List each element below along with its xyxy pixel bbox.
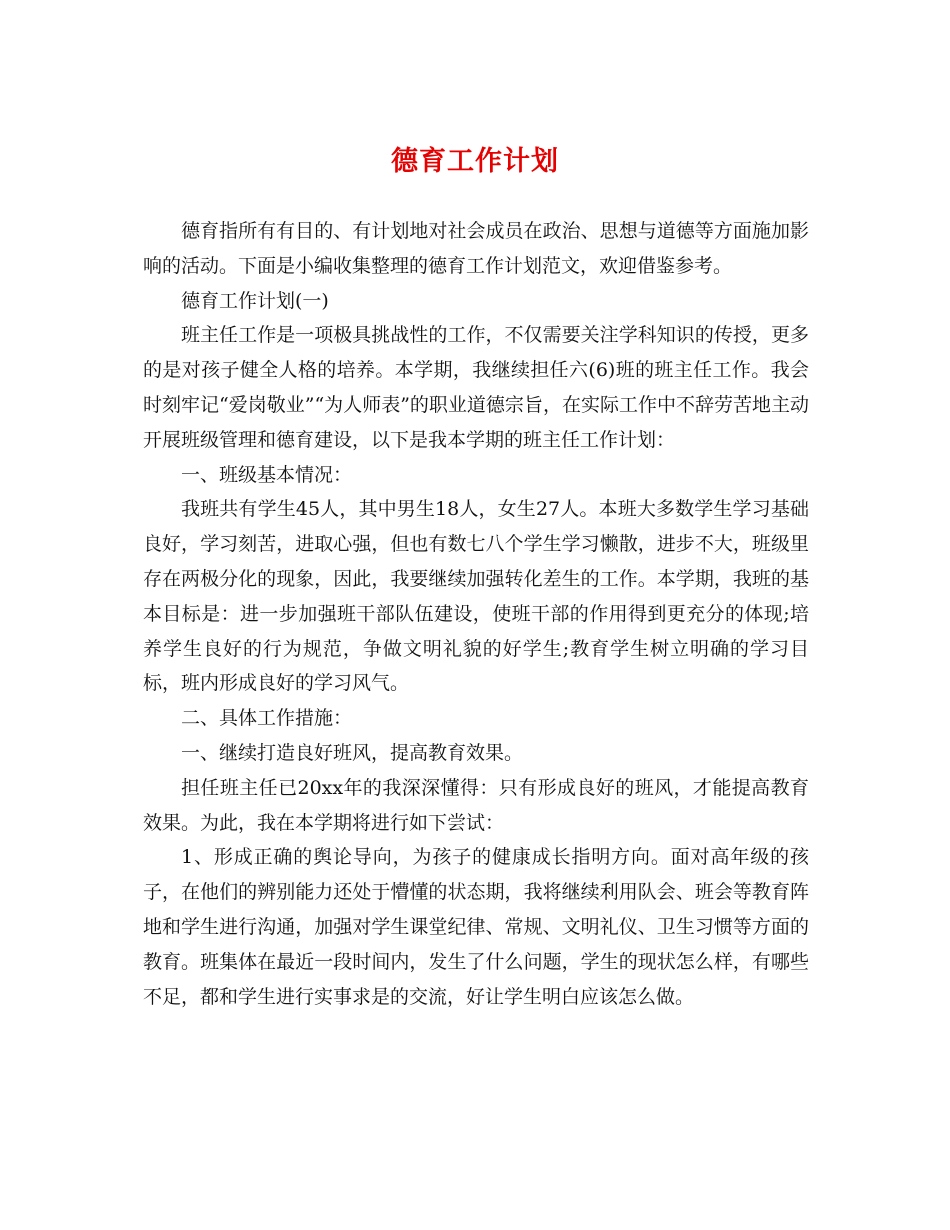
- paragraph-intro: 德育指所有有目的、有计划地对社会成员在政治、思想与道德等方面施加影响的活动。下面是小编收集整理的德育工作计划范文，欢迎借鉴参考。: [143, 220, 809, 277]
- paragraph-class-basics: 我班共有学生45人，其中男生18人，女生27人。本班大多数学生学习基础良好，学习刻苦，进取心强，但也有数七八个学生学习懒散，进步不大，班级里存在两极分化的现象，因此，我要继续加强转化差生的工作。本学期，我班的基本目标是：进一步加强班干部队伍建设，使班干部的作用得到更充分的体现;培养学生良好的行为规范，争做文明礼貌的好学生;教育学生树立明确的学习目标，班内形成良好的学习风气。: [143, 498, 809, 695]
- document-body: [143, 214, 809, 1014]
- paragraph-class-style: 担任班主任已20xx年的我深深懂得：只有形成良好的班风，才能提高教育效果。为此，我在本学期将进行如下尝试：: [143, 776, 809, 834]
- section-heading-class-basics: 一、班级基本情况：: [181, 463, 353, 486]
- paragraph-teacher-role: 班主任工作是一项极具挑战性的工作，不仅需要关注学科知识的传授，更多的是对孩子健全人格的培养。本学期，我继续担任六(6)班的班主任工作。我会时刻牢记“爱岗敬业”“为人师表”的职业道德宗旨，在实际工作中不辞劳苦地主动开展班级管理和德育建设，以下是我本学期的班主任工作计划：: [143, 324, 809, 451]
- section-heading-plan-1: 德育工作计划(一): [181, 289, 329, 312]
- section-heading-measures: 二、具体工作措施：: [181, 707, 353, 730]
- document-title: 德育工作计划: [391, 146, 559, 177]
- paragraph-public-opinion: 1、形成正确的舆论导向，为孩子的健康成长指明方向。面对高年级的孩子，在他们的辨别能力还处于懵懂的状态期，我将继续利用队会、班会等教育阵地和学生进行沟通，加强对学生课堂纪律、常规、文明礼仪、卫生习惯等方面的教育。班集体在最近一段时间内，发生了什么问题，学生的现状怎么样，有哪些不足，都和学生进行实事求是的交流，好让学生明白应该怎么做。: [143, 846, 809, 1008]
- subheading-class-style: 一、继续打造良好班风，提高教育效果。: [181, 741, 524, 764]
